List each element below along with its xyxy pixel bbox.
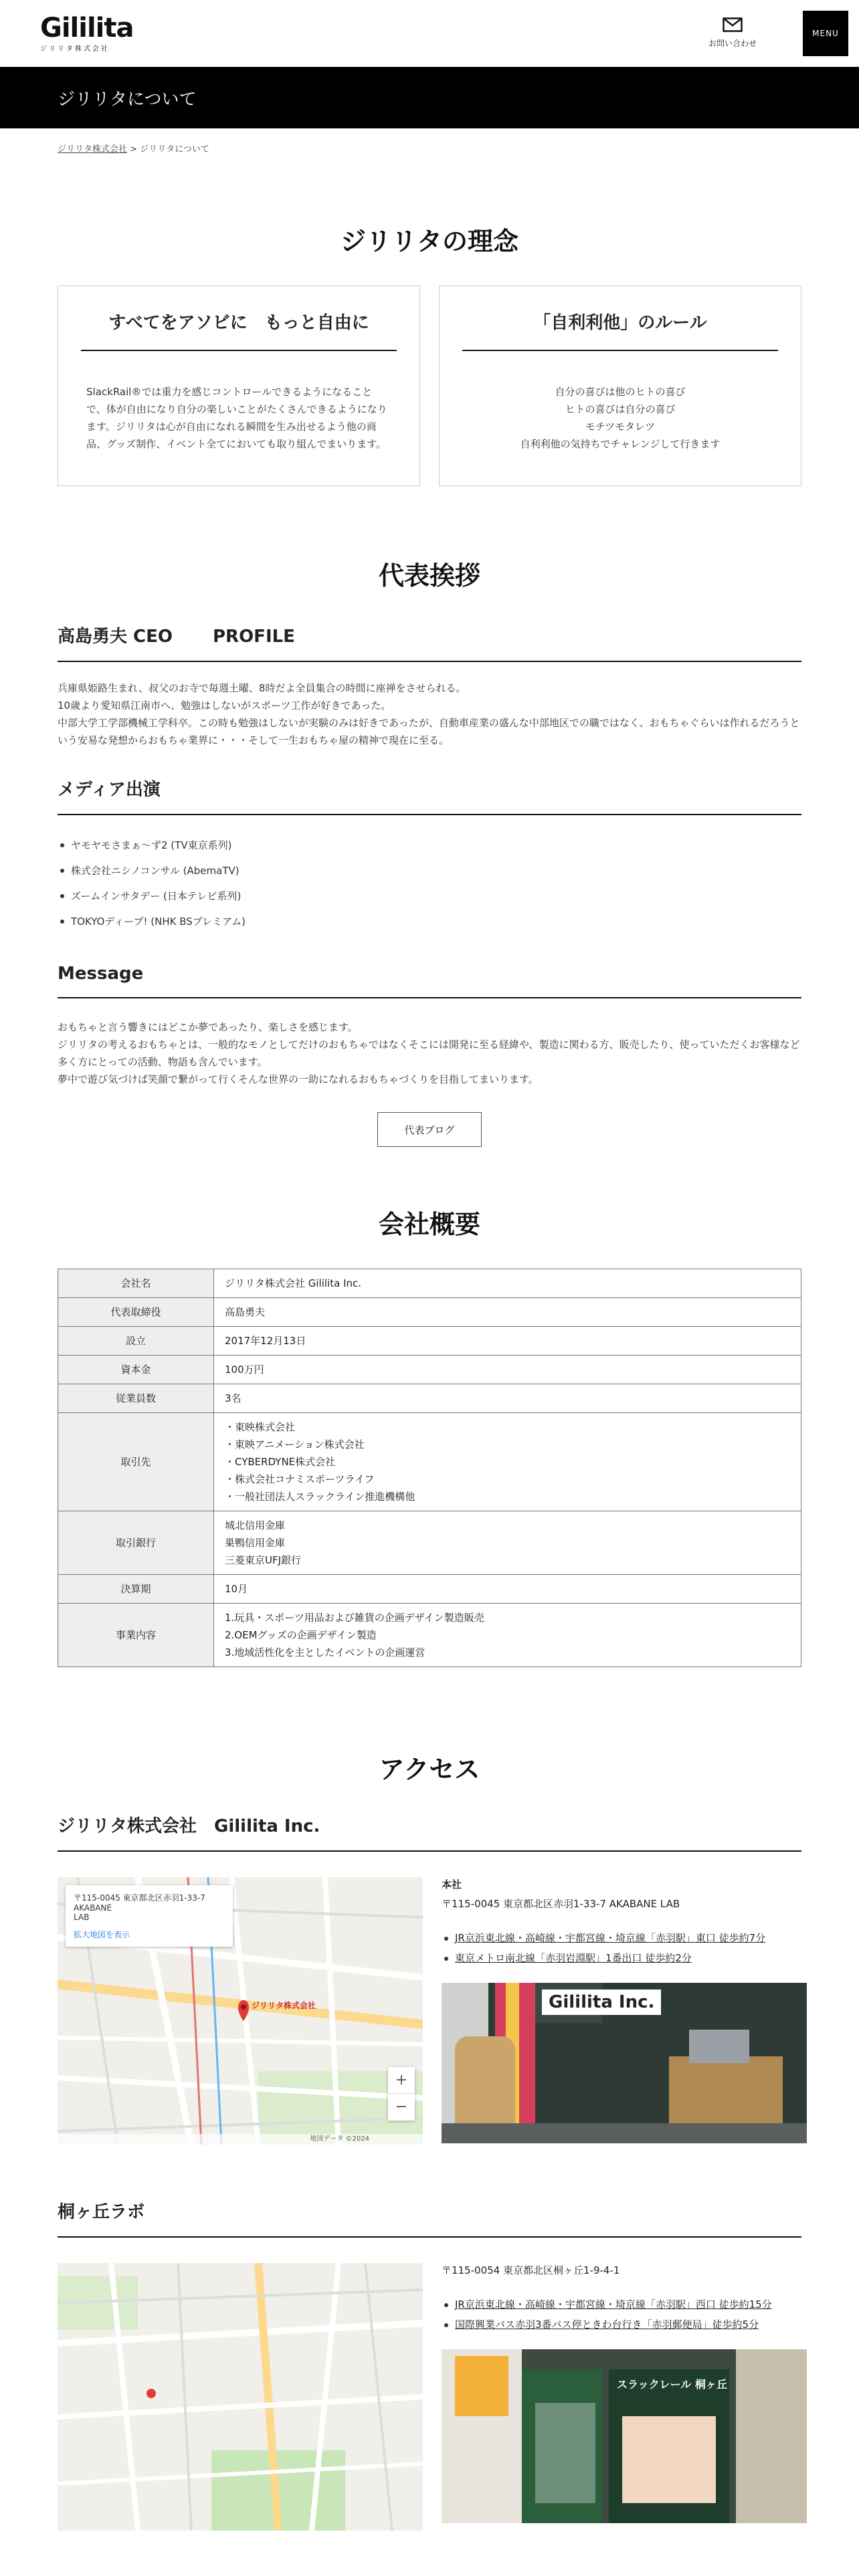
map-zoom-control[interactable]: [388, 2067, 415, 2121]
table-row: [58, 1327, 801, 1356]
table-row: [58, 1413, 801, 1511]
profile-heading: [58, 623, 801, 662]
company-section: [58, 1204, 801, 1667]
table-row: [58, 1384, 801, 1413]
table-row: [58, 1269, 801, 1298]
map-address-card: [66, 1885, 233, 1947]
row-value: ジリリタ株式会社 Gililita Inc.: [214, 1269, 801, 1298]
row-label: 事業内容: [58, 1604, 214, 1667]
philosophy-title: ジリリタの理念: [340, 227, 518, 256]
philosophy-section: [58, 221, 801, 486]
greeting-section: [58, 555, 801, 1147]
station-list: [442, 2294, 801, 2335]
location-heading: ジリリタ株式会社 Gililita Inc.: [58, 1812, 801, 1852]
greeting-title: 代表挨拶: [378, 561, 480, 591]
access-section: [58, 1749, 801, 2531]
breadcrumb-separator: >: [127, 144, 140, 154]
profile-name: 高島勇夫 CEO: [58, 627, 173, 647]
mail-icon: [723, 17, 743, 32]
card-body: 自分の喜びは他のヒトの喜び ヒトの喜びは自分の喜び モチツモタレツ 自利利他の気持ちでチャレンジして行きます: [520, 386, 721, 450]
photo-sign: スラックレール 桐ヶ丘: [617, 2378, 727, 2391]
table-row: [58, 1511, 801, 1575]
list-item: ズームインサタデー (日本テレビ系列): [58, 883, 801, 909]
table-row: [58, 1575, 801, 1604]
map-card-address: 〒115-0045 東京都北区赤羽1-33-7 AKABANE: [74, 1893, 205, 1913]
lab-photo-image: [442, 2349, 807, 2523]
breadcrumb-home-link[interactable]: ジリリタ株式会社: [58, 144, 128, 154]
location-name: 本社: [442, 1879, 462, 1891]
logo-subline: ジリリタ株式会社: [40, 45, 110, 53]
list-item: [442, 1928, 801, 1948]
row-value: 城北信用金庫 巣鴨信用金庫 三菱東京UFJ銀行: [214, 1511, 801, 1575]
zoom-out-icon[interactable]: −: [395, 2099, 408, 2115]
breadcrumb: [0, 128, 859, 154]
profile-text: 兵庫県姫路生まれ、叔父のお寺で毎週土曜、8時だよ全員集合の時間に座禅をさせられる。 10歳より愛知県江南市へ、勉強はしないがスポーツ工作が好きであった。 中部大学工学部機械工学科卒。この時も勉強はしないが実験のみは好きであったが、自動車産業の盛んな中部地区での職ではなく、おもちゃぐらいは作れるだろうという安易な発想からおもちゃ業界に・・・そして一生おもちゃ屋の精神で現在に至る。: [58, 682, 800, 746]
zoom-in-icon[interactable]: +: [388, 2067, 415, 2094]
row-value: ・東映株式会社 ・東映アニメーション株式会社 ・CYBERDYNE株式会社 ・株式会社コナミスポーツライフ ・一般社団法人スラックライン推進機構他: [214, 1413, 801, 1511]
site-header: [0, 0, 859, 67]
row-value: 100万円: [214, 1356, 801, 1384]
row-label: 従業員数: [58, 1384, 214, 1413]
row-label: 決算期: [58, 1575, 214, 1604]
logo[interactable]: [40, 15, 134, 53]
station-link[interactable]: JR京浜東北線・高崎線・宇都宮線・埼京線「赤羽駅」東口 徒歩約7分: [455, 1932, 766, 1944]
row-value: 3名: [214, 1384, 801, 1413]
lab-photo: [442, 2349, 807, 2523]
station-link[interactable]: 東京メトロ南北線「赤羽岩淵駅」1番出口 徒歩約2分: [455, 1952, 692, 1964]
row-value: 2017年12月13日: [214, 1327, 801, 1356]
company-title: 会社概要: [378, 1210, 480, 1239]
table-row: [58, 1356, 801, 1384]
media-heading: メディア出演: [58, 776, 801, 815]
row-label: 代表取締役: [58, 1298, 214, 1327]
message-heading: Message: [58, 964, 801, 998]
page-title: ジリリタについて: [58, 89, 197, 110]
card-title: 「自利利他」のルール: [462, 309, 778, 351]
location-info: [442, 2263, 801, 2531]
contact-label: お問い合わせ: [708, 39, 757, 48]
list-item: 株式会社ニシノコンサル (AbemaTV): [58, 858, 801, 883]
map-marker-label: ジリリタ株式会社: [252, 2001, 316, 2010]
page-title-bar: [0, 67, 859, 128]
philosophy-card: [58, 286, 420, 486]
breadcrumb-current: ジリリタについて: [140, 144, 209, 154]
message-text: おもちゃと言う響きにはどこか夢であったり、楽しさを感じます。 ジリリタの考えるおもちゃとは、一般的なモノとしてだけのおもちゃではなくそこには開発に至る経緯や、製造に関わる方、販売したり、使っていただくお客様など多く方にとっての活動、物語も含んでいます。 夢中で遊び気づけば笑顔で繋がって行くそんな世界の一助になれるおもちゃづくりを目指してまいります。: [58, 1021, 800, 1085]
table-row: [58, 1298, 801, 1327]
location-info: [442, 1877, 801, 2145]
list-item: [442, 2294, 801, 2315]
list-item: [442, 1948, 801, 1968]
logo-wordmark: Gililita: [40, 13, 134, 43]
contact-link[interactable]: [702, 17, 763, 49]
station-list: [442, 1928, 801, 1968]
menu-button[interactable]: MENU: [803, 11, 848, 56]
philosophy-card: [439, 286, 801, 486]
profile-label: PROFILE: [213, 627, 295, 647]
map-enlarge-link[interactable]: 拡大地図を表示: [74, 1930, 130, 1939]
location-address: 〒115-0045 東京都北区赤羽1-33-7 AKABANE LAB: [442, 1898, 680, 1910]
map-embed[interactable]: [58, 2263, 423, 2531]
media-list: [58, 833, 801, 934]
station-link[interactable]: 国際興業バス赤羽3番バス停ときわ台行き「赤羽郵便局」徒歩約5分: [455, 2319, 759, 2331]
photo-sign: Gililita Inc.: [542, 1990, 661, 2015]
access-title: アクセス: [379, 1755, 480, 1784]
list-item: [442, 2315, 801, 2335]
card-body: SlackRail®では重力を感じコントロールできるようになることで、体が自由になり自分の楽しいことがたくさんできるようになります。ジリリタは心が自由になれる瞬間を生み出せるよう他の商品、グッズ制作、イベント全てにおいても取り組んでまいります。: [86, 386, 387, 450]
row-value: 高島勇夫: [214, 1298, 801, 1327]
map-copyright: 地図データ ©2024: [58, 2134, 423, 2145]
row-label: 取引先: [58, 1413, 214, 1511]
office-photo: [442, 1983, 807, 2143]
list-item: TOKYOディープ! (NHK BSプレミアム): [58, 909, 801, 934]
ceo-blog-button[interactable]: 代表ブログ: [377, 1112, 482, 1147]
map-embed[interactable]: [58, 1877, 423, 2145]
location-heading: 桐ヶ丘ラボ: [58, 2198, 801, 2238]
map-image: [58, 2263, 423, 2531]
row-label: 取引銀行: [58, 1511, 214, 1575]
row-value: 1.玩具・スポーツ用品および雑貨の企画デザイン製造販売 2.OEMグッズの企画デザイン製造 3.地域活性化を主としたイベントの企画運営: [214, 1604, 801, 1667]
location-address: 〒115-0054 東京都北区桐ヶ丘1-9-4-1: [442, 2264, 620, 2276]
station-link[interactable]: JR京浜東北線・高崎線・宇都宮線・埼京線「赤羽駅」西口 徒歩約15分: [455, 2298, 772, 2311]
table-row: [58, 1604, 801, 1667]
list-item: ヤモヤモさまぁ〜ず2 (TV東京系列): [58, 833, 801, 858]
company-table: [58, 1269, 801, 1667]
row-label: 設立: [58, 1327, 214, 1356]
card-title: すべてをアソビに もっと自由に: [81, 309, 397, 351]
map-card-address-2: LAB: [74, 1913, 90, 1922]
row-label: 資本金: [58, 1356, 214, 1384]
row-value: 10月: [214, 1575, 801, 1604]
row-label: 会社名: [58, 1269, 214, 1298]
